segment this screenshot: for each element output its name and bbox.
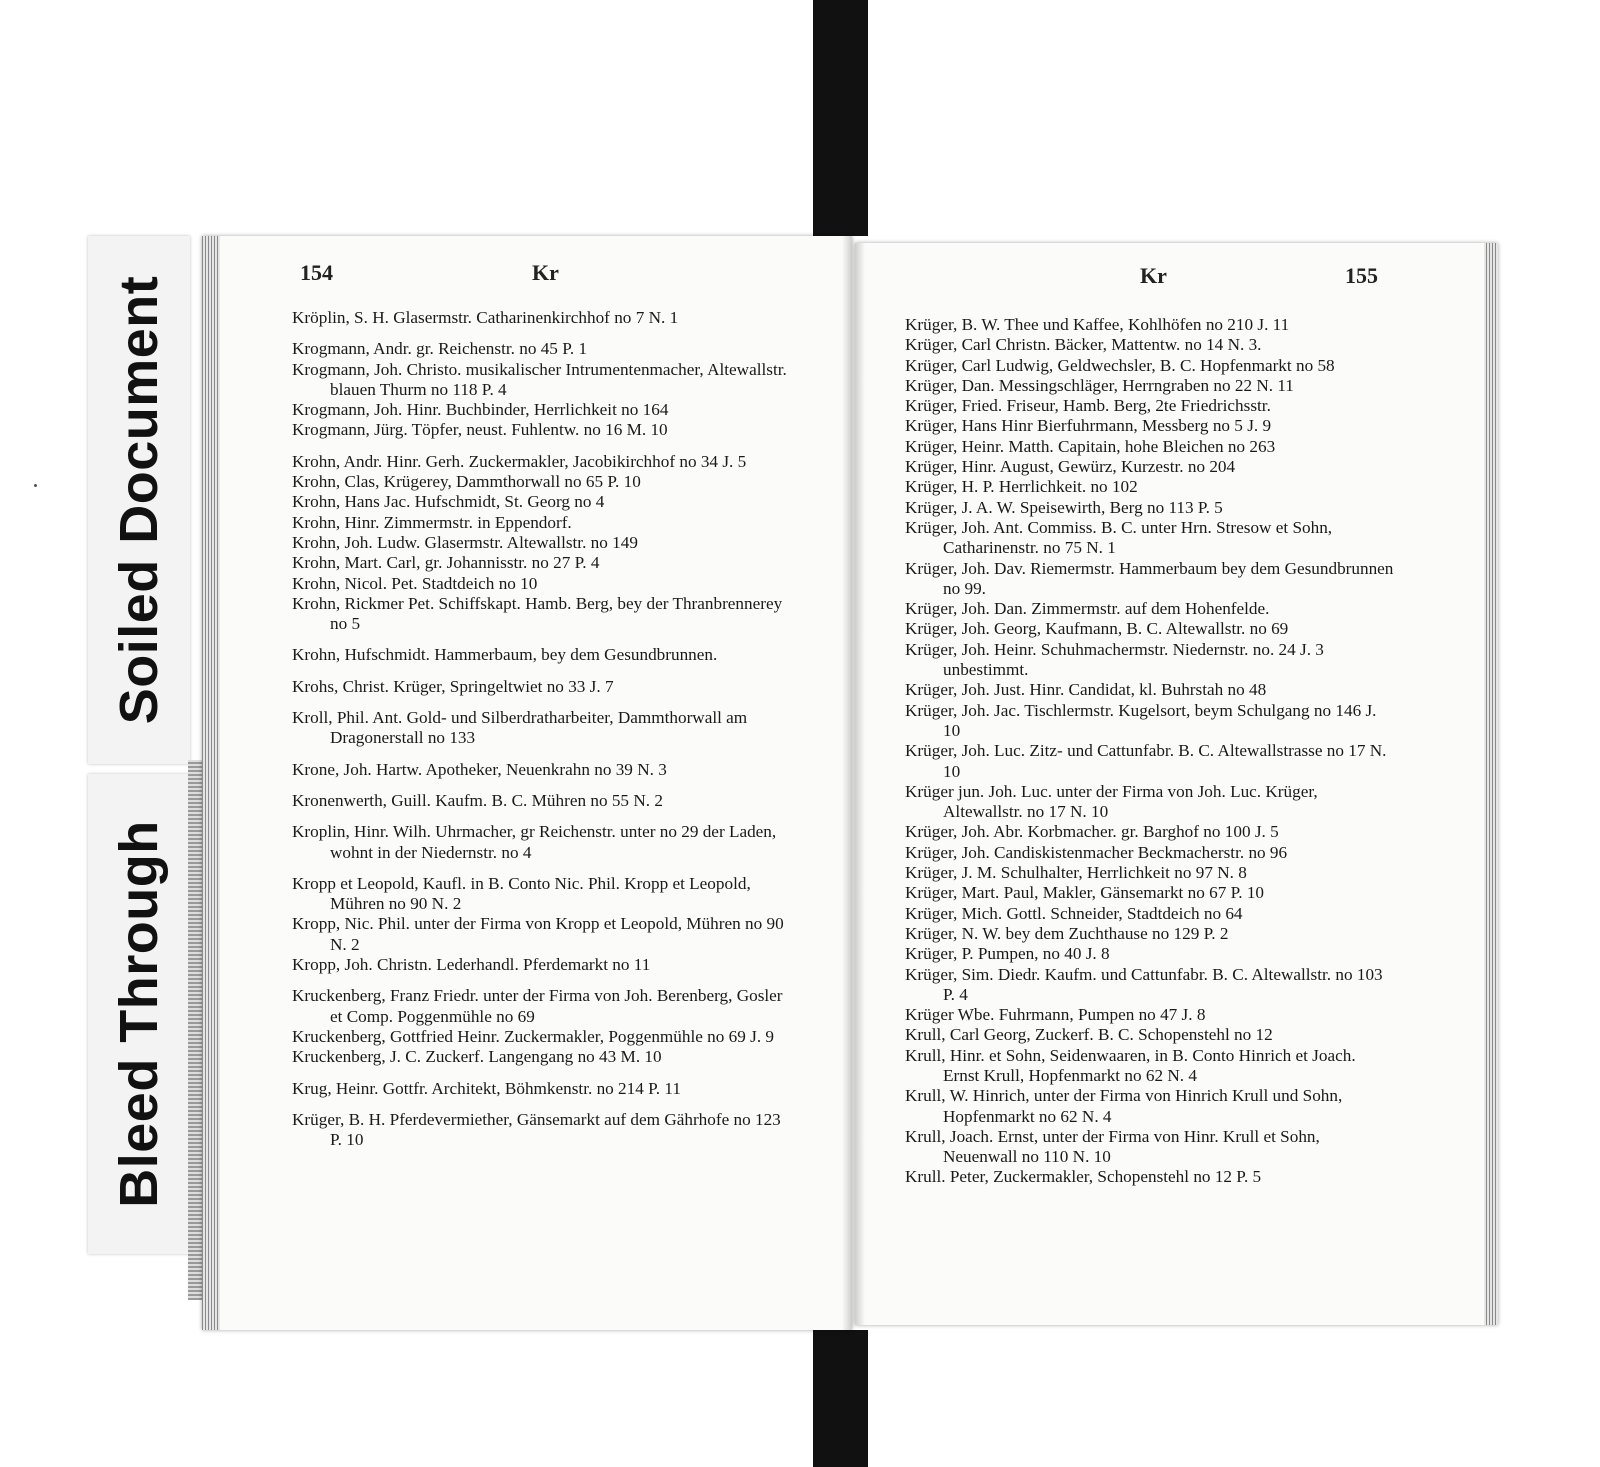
speck (34, 484, 37, 487)
entry: Krüger, P. Pumpen, no 40 J. 8 (905, 944, 1110, 964)
entry: Kropp, Nic. Phil. unter der Firma von Kropp et Leopold, Mühren no 90 N. 2 (292, 914, 784, 954)
left-page (202, 236, 852, 1330)
entry: Krüger, B. H. Pferdevermiether, Gänsemarkt auf dem Gährhofe no 123 P. 10 (292, 1109, 781, 1150)
entry: Krüger jun. Joh. Luc. unter der Firma von Joh. Luc. Krüger, Altewallstr. no 17 N. 10 (905, 781, 1318, 822)
entry: Krüger, J. M. Schulhalter, Herrlichkeit no 97 N. 8 (905, 863, 1247, 883)
entry: Krohn, Hufschmidt. Hammerbaum, bey dem Gesundbrunnen. (292, 645, 718, 665)
entry: Kroll, Phil. Ant. Gold- und Silberdratharbeiter, Dammthorwall am Dragonerstall no 133 (292, 708, 748, 748)
entry: Krohn, Hinr. Zimmermstr. in Eppendorf. (292, 512, 572, 532)
entry: Krüger, Joh. Candiskistenmacher Beckmacherstr. no 96 (905, 842, 1288, 862)
soiled-document-label: Soiled Document (109, 275, 169, 725)
binding-bottom (813, 1330, 868, 1467)
entry: Krull. Peter, Zuckermakler, Schopenstehl no 12 P. 5 (905, 1167, 1262, 1187)
page-number: 154 (300, 260, 333, 285)
entry: Krull, Hinr. et Sohn, Seidenwaaren, in B. Conto Hinrich et Joach. Ernst Krull, Hopfenmarkt no 62 N. 4 (905, 1045, 1356, 1085)
entry: Krüger Wbe. Fuhrmann, Pumpen no 47 J. 8 (905, 1005, 1206, 1025)
entry: Krogmann, Joh. Christo. musikalischer Intrumentenmacher, Altewallstr. blauen Thurm no 118 P. 4 (292, 359, 787, 399)
bleed-through-label: Bleed Through (109, 820, 169, 1208)
right-page (855, 243, 1498, 1325)
entry: Krohn, Clas, Krügerey, Dammthorwall no 65 P. 10 (292, 472, 641, 492)
entry: Krohn, Andr. Hinr. Gerh. Zuckermakler, Jacobikirchhof no 34 J. 5 (292, 451, 747, 471)
entry: Krüger, Sim. Diedr. Kaufm. und Cattunfabr. B. C. Altewallstr. no 103 P. 4 (905, 964, 1383, 1004)
page-number: 155 (1345, 263, 1378, 288)
entry: Krüger, Carl Christn. Bäcker, Mattentw. no 14 N. 3. (905, 335, 1262, 355)
entry: Krug, Heinr. Gottfr. Architekt, Böhmkenstr. no 214 P. 11 (292, 1078, 681, 1098)
entry: Kropp, Joh. Christn. Lederhandl. Pferdemarkt no 11 (292, 955, 651, 975)
entry: Krüger, Joh. Luc. Zitz- und Cattunfabr. B. C. Altewallstrasse no 17 N. 10 (905, 741, 1387, 781)
entry: Krüger, Joh. Jac. Tischlermstr. Kugelsort, beym Schulgang no 146 J. 10 (905, 700, 1377, 740)
entry: Krüger, N. W. bey dem Zuchthause no 129 P. 2 (905, 923, 1229, 943)
entry: Krüger, Hans Hinr Bierfuhrmann, Messberg no 5 J. 9 (905, 416, 1272, 436)
entry: Krüger, Mich. Gottl. Schneider, Stadtdeich no 64 (905, 903, 1243, 923)
entry: Krüger, H. P. Herrlichkeit. no 102 (905, 477, 1138, 497)
entry: Krohn, Mart. Carl, gr. Johannisstr. no 27 P. 4 (292, 553, 600, 573)
entry: Krüger, Heinr. Matth. Capitain, hohe Bleichen no 263 (905, 436, 1276, 456)
entry: Krohs, Christ. Krüger, Springeltwiet no 33 J. 7 (292, 676, 614, 696)
entry: Kruckenberg, Gottfried Heinr. Zuckermakler, Poggenmühle no 69 J. 9 (292, 1026, 775, 1046)
entry: Krüger, Joh. Abr. Korbmacher. gr. Barghof no 100 J. 5 (905, 822, 1279, 842)
entry: Krohn, Joh. Ludw. Glasermstr. Altewallstr. no 149 (292, 532, 638, 552)
entry: Kronenwerth, Guill. Kaufm. B. C. Mühren no 55 N. 2 (292, 790, 663, 810)
entry: Krüger, Hinr. August, Gewürz, Kurzestr. no 204 (905, 457, 1236, 477)
entry: Krüger, Joh. Dav. Riemermstr. Hammerbaum bey dem Gesundbrunnen no 99. (905, 558, 1394, 598)
entry: Krull, W. Hinrich, unter der Firma von Hinrich Krull und Sohn, Hopfenmarkt no 62 N. 4 (905, 1086, 1343, 1126)
binding-top (813, 0, 868, 236)
entry: Krüger, Fried. Friseur, Hamb. Berg, 2te Friedrichsstr. (905, 396, 1271, 416)
entry-list (292, 308, 792, 1150)
entry: Krull, Joach. Ernst, unter der Firma von Hinr. Krull et Sohn, Neuenwall no 110 N. 10 (905, 1126, 1320, 1167)
entry: Krohn, Rickmer Pet. Schiffskapt. Hamb. Berg, bey der Thranbrennerey no 5 (292, 593, 783, 634)
entry: Krüger, Joh. Dan. Zimmermstr. auf dem Hohenfelde. (905, 599, 1270, 619)
entry: Krüger, Joh. Heinr. Schuhmachermstr. Niedernstr. no. 24 J. 3 unbestimmt. (905, 639, 1324, 680)
entry: Krüger, Dan. Messingschläger, Herrngraben no 22 N. 11 (905, 375, 1294, 395)
entry: Krull, Carl Georg, Zuckerf. B. C. Schopenstehl no 12 (905, 1025, 1273, 1045)
entry: Krüger, J. A. W. Speisewirth, Berg no 113 P. 5 (905, 497, 1223, 517)
entry: Krogmann, Joh. Hinr. Buchbinder, Herrlichkeit no 164 (292, 400, 669, 420)
entry: Krogmann, Andr. gr. Reichenstr. no 45 P. 1 (292, 339, 588, 359)
entry: Krone, Joh. Hartw. Apotheker, Neuenkrahn no 39 N. 3 (292, 759, 667, 779)
entry: Kruckenberg, Franz Friedr. unter der Firma von Joh. Berenberg, Gosler et Comp. Poggenmühle no 69 (292, 986, 783, 1026)
page-heading: Kr (1140, 263, 1167, 288)
entry: Krüger, Joh. Georg, Kaufmann, B. C. Altewallstr. no 69 (905, 619, 1289, 639)
entry: Krogmann, Jürg. Töpfer, neust. Fuhlentw. no 16 M. 10 (292, 420, 668, 440)
entry-list (905, 315, 1395, 1188)
entry: Kruckenberg, J. C. Zuckerf. Langengang no 43 M. 10 (292, 1047, 662, 1067)
entry: Krohn, Hans Jac. Hufschmidt, St. Georg no 4 (292, 492, 605, 512)
entry: Kropp et Leopold, Kaufl. in B. Conto Nic. Phil. Kropp et Leopold, Mühren no 90 N. 2 (292, 873, 751, 914)
entry: Kroplin, Hinr. Wilh. Uhrmacher, gr Reichenstr. unter no 29 der Laden, wohnt in der Niedernstr. no 4 (292, 822, 777, 862)
soiled-document-tab (88, 236, 190, 764)
entry: Krüger, Mart. Paul, Makler, Gänsemarkt no 67 P. 10 (905, 883, 1265, 903)
page-edge-strip (188, 760, 202, 1300)
bleed-through-tab (88, 774, 190, 1254)
entry: Krüger, B. W. Thee und Kaffee, Kohlhöfen no 210 J. 11 (905, 315, 1290, 334)
entry: Krohn, Nicol. Pet. Stadtdeich no 10 (292, 573, 538, 593)
entry: Krüger, Joh. Just. Hinr. Candidat, kl. Buhrstah no 48 (905, 680, 1267, 700)
page-heading: Kr (532, 260, 559, 285)
entry: Kröplin, S. H. Glasermstr. Catharinenkirchhof no 7 N. 1 (292, 308, 679, 327)
entry: Krüger, Joh. Ant. Commiss. B. C. unter Hrn. Stresow et Sohn, Catharinenstr. no 75 N. 1 (905, 517, 1333, 558)
entry: Krüger, Carl Ludwig, Geldwechsler, B. C. Hopfenmarkt no 58 (905, 355, 1335, 375)
